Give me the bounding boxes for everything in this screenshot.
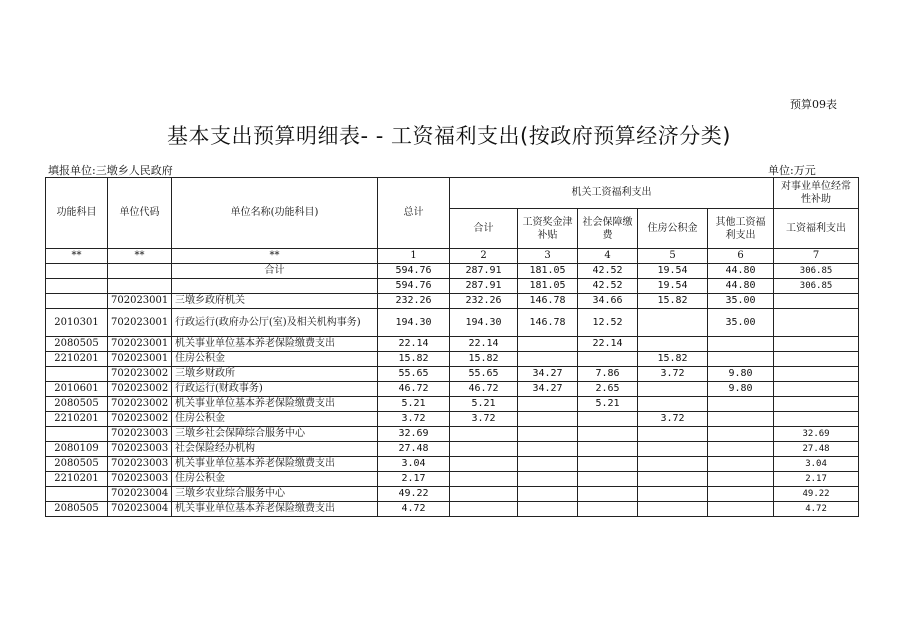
social-cell: 42.52 bbox=[578, 279, 638, 294]
social-cell bbox=[578, 472, 638, 487]
social-cell bbox=[578, 352, 638, 367]
subsidy-cell: 32.69 bbox=[774, 427, 859, 442]
unit-code-cell: 702023003 bbox=[108, 427, 172, 442]
unit-name-cell: 住房公积金 bbox=[172, 352, 378, 367]
index-cell: 3 bbox=[518, 249, 578, 264]
func-code-cell bbox=[46, 264, 108, 279]
header-org-wage-group: 机关工资福利支出 bbox=[450, 178, 774, 209]
subsidy-cell: 306.85 bbox=[774, 279, 859, 294]
func-code-cell bbox=[46, 427, 108, 442]
header-wage: 工资奖金津补贴 bbox=[518, 209, 578, 249]
table-row bbox=[46, 337, 859, 352]
subsidy-cell: 306.85 bbox=[774, 264, 859, 279]
total-cell: 32.69 bbox=[378, 427, 450, 442]
reporting-unit: 填报单位:三墩乡人民政府 bbox=[48, 164, 173, 177]
unit-name-cell: 行政运行(财政事务) bbox=[172, 382, 378, 397]
subsidy-cell bbox=[774, 294, 859, 309]
table-row bbox=[46, 367, 859, 382]
table-row bbox=[46, 502, 859, 517]
housing-cell bbox=[638, 487, 708, 502]
housing-cell bbox=[638, 502, 708, 517]
total-cell: 232.26 bbox=[378, 294, 450, 309]
social-cell: 12.52 bbox=[578, 309, 638, 337]
index-row bbox=[46, 249, 859, 264]
housing-cell bbox=[638, 427, 708, 442]
total-cell: 594.76 bbox=[378, 264, 450, 279]
total-cell: 27.48 bbox=[378, 442, 450, 457]
total-cell: 49.22 bbox=[378, 487, 450, 502]
unit-code-cell bbox=[108, 279, 172, 294]
func-code-cell: 2010601 bbox=[46, 382, 108, 397]
subtotal-cell: 194.30 bbox=[450, 309, 518, 337]
func-code-cell bbox=[46, 367, 108, 382]
func-code-cell: 2210201 bbox=[46, 472, 108, 487]
header-func-code: 功能科目 bbox=[46, 178, 108, 249]
subsidy-cell: 2.17 bbox=[774, 472, 859, 487]
total-cell: 46.72 bbox=[378, 382, 450, 397]
index-cell: 2 bbox=[450, 249, 518, 264]
unit-name-cell: 机关事业单位基本养老保险缴费支出 bbox=[172, 337, 378, 352]
subsidy-cell bbox=[774, 397, 859, 412]
table-row bbox=[46, 382, 859, 397]
subsidy-cell bbox=[774, 309, 859, 337]
wage-cell bbox=[518, 457, 578, 472]
form-number: 预算09表 bbox=[790, 98, 837, 111]
housing-cell bbox=[638, 457, 708, 472]
index-cell: 4 bbox=[578, 249, 638, 264]
total-cell: 5.21 bbox=[378, 397, 450, 412]
total-cell: 15.82 bbox=[378, 352, 450, 367]
header-unit-name: 单位名称(功能科目) bbox=[172, 178, 378, 249]
unit-name-cell: 行政运行(政府办公厅(室)及相关机构事务) bbox=[172, 309, 378, 337]
index-cell: 6 bbox=[708, 249, 774, 264]
subtotal-cell bbox=[450, 457, 518, 472]
housing-cell bbox=[638, 397, 708, 412]
subsidy-cell bbox=[774, 412, 859, 427]
subtotal-cell: 5.21 bbox=[450, 397, 518, 412]
subsidy-cell bbox=[774, 352, 859, 367]
unit-name-cell: 社会保险经办机构 bbox=[172, 442, 378, 457]
subsidy-cell: 4.72 bbox=[774, 502, 859, 517]
unit-name-cell: 三墩乡财政所 bbox=[172, 367, 378, 382]
wage-cell bbox=[518, 397, 578, 412]
other-cell bbox=[708, 472, 774, 487]
wage-cell bbox=[518, 487, 578, 502]
subtotal-cell bbox=[450, 427, 518, 442]
currency-unit: 单位:万元 bbox=[768, 164, 816, 177]
other-cell bbox=[708, 502, 774, 517]
unit-code-cell: 702023002 bbox=[108, 412, 172, 427]
wage-cell bbox=[518, 502, 578, 517]
unit-code-cell: 702023002 bbox=[108, 382, 172, 397]
unit-name-cell: 合计 bbox=[172, 264, 378, 279]
header-subtotal: 合计 bbox=[450, 209, 518, 249]
wage-cell bbox=[518, 472, 578, 487]
housing-cell: 15.82 bbox=[638, 352, 708, 367]
unit-name-cell: 机关事业单位基本养老保险缴费支出 bbox=[172, 397, 378, 412]
other-cell: 9.80 bbox=[708, 367, 774, 382]
table-row bbox=[46, 309, 859, 337]
housing-cell: 15.82 bbox=[638, 294, 708, 309]
total-cell: 4.72 bbox=[378, 502, 450, 517]
housing-cell: 3.72 bbox=[638, 412, 708, 427]
subtotal-cell: 3.72 bbox=[450, 412, 518, 427]
header-subsidy-group: 对事业单位经常性补助 bbox=[774, 178, 859, 209]
budget-table bbox=[45, 177, 859, 517]
subsidy-cell bbox=[774, 367, 859, 382]
func-code-cell: 2080505 bbox=[46, 397, 108, 412]
total-cell: 194.30 bbox=[378, 309, 450, 337]
func-code-cell bbox=[46, 294, 108, 309]
unit-code-cell: 702023003 bbox=[108, 472, 172, 487]
other-cell: 9.80 bbox=[708, 382, 774, 397]
unit-code-cell: 702023001 bbox=[108, 309, 172, 337]
func-code-cell bbox=[46, 279, 108, 294]
table-row bbox=[46, 264, 859, 279]
other-cell: 44.80 bbox=[708, 279, 774, 294]
social-cell bbox=[578, 442, 638, 457]
subtotal-cell: 287.91 bbox=[450, 264, 518, 279]
subsidy-cell bbox=[774, 382, 859, 397]
unit-code-cell: 702023003 bbox=[108, 442, 172, 457]
total-cell: 22.14 bbox=[378, 337, 450, 352]
other-cell bbox=[708, 442, 774, 457]
social-cell: 42.52 bbox=[578, 264, 638, 279]
housing-cell: 19.54 bbox=[638, 264, 708, 279]
header-other: 其他工资福利支出 bbox=[708, 209, 774, 249]
total-cell: 594.76 bbox=[378, 279, 450, 294]
housing-cell bbox=[638, 382, 708, 397]
subtotal-cell: 55.65 bbox=[450, 367, 518, 382]
index-cell: 1 bbox=[378, 249, 450, 264]
func-code-cell: 2080505 bbox=[46, 502, 108, 517]
page-title: 基本支出预算明细表- - 工资福利支出(按政府预算经济分类) bbox=[167, 124, 731, 148]
other-cell: 35.00 bbox=[708, 294, 774, 309]
total-cell: 2.17 bbox=[378, 472, 450, 487]
index-cell: ** bbox=[46, 249, 108, 264]
social-cell: 2.65 bbox=[578, 382, 638, 397]
social-cell bbox=[578, 427, 638, 442]
subtotal-cell: 232.26 bbox=[450, 294, 518, 309]
subtotal-cell bbox=[450, 502, 518, 517]
other-cell bbox=[708, 427, 774, 442]
table-row bbox=[46, 352, 859, 367]
total-cell: 55.65 bbox=[378, 367, 450, 382]
unit-code-cell: 702023002 bbox=[108, 397, 172, 412]
header-row-1 bbox=[46, 178, 859, 209]
housing-cell bbox=[638, 309, 708, 337]
total-cell: 3.72 bbox=[378, 412, 450, 427]
header-housing: 住房公积金 bbox=[638, 209, 708, 249]
other-cell bbox=[708, 412, 774, 427]
func-code-cell: 2010301 bbox=[46, 309, 108, 337]
wage-cell: 146.78 bbox=[518, 309, 578, 337]
wage-cell: 181.05 bbox=[518, 264, 578, 279]
social-cell bbox=[578, 412, 638, 427]
func-code-cell: 2210201 bbox=[46, 352, 108, 367]
func-code-cell bbox=[46, 487, 108, 502]
wage-cell: 146.78 bbox=[518, 294, 578, 309]
unit-name-cell: 机关事业单位基本养老保险缴费支出 bbox=[172, 502, 378, 517]
subtotal-cell bbox=[450, 442, 518, 457]
housing-cell bbox=[638, 472, 708, 487]
other-cell: 35.00 bbox=[708, 309, 774, 337]
unit-name-cell bbox=[172, 279, 378, 294]
subtotal-cell bbox=[450, 487, 518, 502]
table-row bbox=[46, 442, 859, 457]
table-row bbox=[46, 294, 859, 309]
index-cell: 7 bbox=[774, 249, 859, 264]
index-cell: ** bbox=[172, 249, 378, 264]
other-cell bbox=[708, 397, 774, 412]
wage-cell bbox=[518, 412, 578, 427]
other-cell bbox=[708, 487, 774, 502]
housing-cell: 19.54 bbox=[638, 279, 708, 294]
other-cell: 44.80 bbox=[708, 264, 774, 279]
func-code-cell: 2210201 bbox=[46, 412, 108, 427]
table-row bbox=[46, 397, 859, 412]
unit-name-cell: 三墩乡农业综合服务中心 bbox=[172, 487, 378, 502]
wage-cell bbox=[518, 442, 578, 457]
subsidy-cell: 3.04 bbox=[774, 457, 859, 472]
header-total: 总计 bbox=[378, 178, 450, 249]
table-row bbox=[46, 487, 859, 502]
unit-name-cell: 住房公积金 bbox=[172, 412, 378, 427]
social-cell: 22.14 bbox=[578, 337, 638, 352]
func-code-cell: 2080505 bbox=[46, 337, 108, 352]
unit-code-cell: 702023001 bbox=[108, 294, 172, 309]
unit-code-cell: 702023003 bbox=[108, 457, 172, 472]
unit-name-cell: 机关事业单位基本养老保险缴费支出 bbox=[172, 457, 378, 472]
total-cell: 3.04 bbox=[378, 457, 450, 472]
social-cell: 34.66 bbox=[578, 294, 638, 309]
other-cell bbox=[708, 337, 774, 352]
header-wage-subsidy: 工资福利支出 bbox=[774, 209, 859, 249]
unit-name-cell: 三墩乡政府机关 bbox=[172, 294, 378, 309]
unit-name-cell: 住房公积金 bbox=[172, 472, 378, 487]
header-social: 社会保障缴费 bbox=[578, 209, 638, 249]
other-cell bbox=[708, 457, 774, 472]
social-cell bbox=[578, 487, 638, 502]
table-row bbox=[46, 427, 859, 442]
func-code-cell: 2080109 bbox=[46, 442, 108, 457]
index-cell: 5 bbox=[638, 249, 708, 264]
subtotal-cell: 15.82 bbox=[450, 352, 518, 367]
unit-code-cell: 702023004 bbox=[108, 487, 172, 502]
subtotal-cell: 287.91 bbox=[450, 279, 518, 294]
unit-name-cell: 三墩乡社会保障综合服务中心 bbox=[172, 427, 378, 442]
unit-code-cell: 702023002 bbox=[108, 367, 172, 382]
housing-cell: 3.72 bbox=[638, 367, 708, 382]
index-cell: ** bbox=[108, 249, 172, 264]
unit-code-cell: 702023001 bbox=[108, 352, 172, 367]
subsidy-cell bbox=[774, 337, 859, 352]
subtotal-cell: 46.72 bbox=[450, 382, 518, 397]
unit-code-cell: 702023001 bbox=[108, 337, 172, 352]
social-cell: 7.86 bbox=[578, 367, 638, 382]
social-cell bbox=[578, 457, 638, 472]
subtotal-cell: 22.14 bbox=[450, 337, 518, 352]
wage-cell: 34.27 bbox=[518, 367, 578, 382]
wage-cell bbox=[518, 352, 578, 367]
social-cell bbox=[578, 502, 638, 517]
other-cell bbox=[708, 352, 774, 367]
subtotal-cell bbox=[450, 472, 518, 487]
unit-code-cell bbox=[108, 264, 172, 279]
wage-cell: 34.27 bbox=[518, 382, 578, 397]
header-unit-code: 单位代码 bbox=[108, 178, 172, 249]
table-row bbox=[46, 472, 859, 487]
subsidy-cell: 49.22 bbox=[774, 487, 859, 502]
subsidy-cell: 27.48 bbox=[774, 442, 859, 457]
housing-cell bbox=[638, 442, 708, 457]
table-row bbox=[46, 457, 859, 472]
func-code-cell: 2080505 bbox=[46, 457, 108, 472]
wage-cell bbox=[518, 337, 578, 352]
housing-cell bbox=[638, 337, 708, 352]
table-row bbox=[46, 279, 859, 294]
social-cell: 5.21 bbox=[578, 397, 638, 412]
table-row bbox=[46, 412, 859, 427]
wage-cell bbox=[518, 427, 578, 442]
wage-cell: 181.05 bbox=[518, 279, 578, 294]
unit-code-cell: 702023004 bbox=[108, 502, 172, 517]
